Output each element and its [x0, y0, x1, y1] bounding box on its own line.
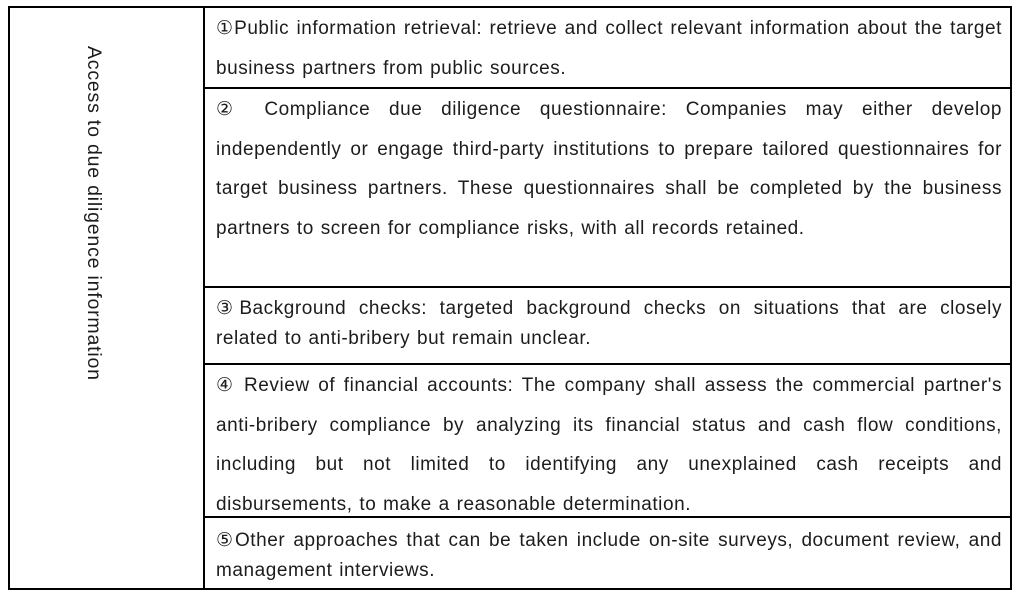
table-row-background-checks — [205, 288, 1010, 365]
row-text-background-checks: ③Background checks: targeted background checks on situations that are closely related to anti-bribery but remain unclear. — [216, 298, 1002, 349]
row-text-financial-accounts-review: ④ Review of financial accounts: The company shall assess the commercial partner's anti-bribery compliance by analyzing its financial status and cash flow conditions, including but not limited to identifying any unexplained cash receipts and disbursements, to make a reasonable determination. — [216, 375, 1002, 515]
table-rows — [205, 8, 1010, 588]
row-header-label: Access to due diligence information — [83, 46, 105, 381]
table-row-financial-accounts-review — [205, 365, 1010, 518]
table-header-cell — [10, 8, 205, 588]
row-text-compliance-questionnaire: ② Compliance due diligence questionnaire: Companies may either develop independently or engage third-party institutions to prepare tailored questionnaires for target business partners. These questionnaires shall be completed by the business partners to screen for compliance risks, with all records retained. — [216, 99, 1002, 239]
table-row-public-information-retrieval — [205, 8, 1010, 89]
table-row-compliance-questionnaire — [205, 89, 1010, 288]
due-diligence-table — [8, 6, 1012, 590]
row-text-other-approaches: ⑤Other approaches that can be taken include on-site surveys, document review, and management interviews. — [216, 530, 1002, 581]
row-text-public-information-retrieval: ①Public information retrieval: retrieve and collect relevant information about the target business partners from public sources. — [216, 18, 1002, 79]
table-row-other-approaches — [205, 518, 1010, 588]
